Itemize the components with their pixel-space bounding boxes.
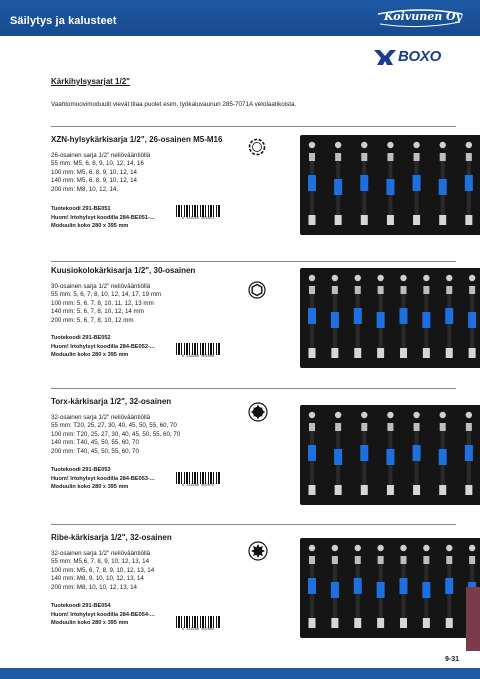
blue-insert (354, 578, 362, 594)
socket-bottom (335, 215, 342, 225)
socket-bottom (469, 348, 476, 358)
socket-top (332, 545, 338, 551)
socket-body (466, 153, 472, 161)
socket-bottom (331, 348, 338, 358)
blue-insert (360, 175, 368, 191)
torx-icon (248, 402, 268, 422)
socket-top (309, 275, 315, 281)
socket-body (335, 423, 341, 431)
product-block (51, 135, 456, 255)
product-block (51, 397, 456, 517)
description-line: 100 mm: 5, 6, 7, 8, 10, 11, 12, 13 mm (51, 299, 154, 307)
blue-insert (400, 308, 408, 324)
socket-body (387, 153, 393, 161)
page-footer-bar (0, 668, 480, 679)
description-line: 32-osainen sarja 1/2" neliövääntiöllä (51, 414, 151, 421)
socket-bottom (309, 348, 316, 358)
socket-bottom (387, 485, 394, 495)
socket-body (378, 286, 384, 294)
blue-insert (308, 175, 316, 191)
blue-insert (308, 578, 316, 594)
description-line: 140 mm: M8, 9, 10, 10, 12, 13, 14 (51, 575, 144, 583)
blue-insert (465, 175, 473, 191)
socket-tray-illustration (300, 538, 480, 638)
socket-top (355, 275, 361, 281)
product-code: Tuotekoodi 291-BE053 (51, 467, 111, 473)
socket-body (401, 286, 407, 294)
socket-tray-illustration (300, 405, 480, 505)
socket-body (355, 556, 361, 564)
description-line: 200 mm: M8, 10, 10, 12, 13, 14 (51, 583, 137, 591)
product-tray-image (300, 538, 480, 638)
blue-insert (413, 445, 421, 461)
product-block (51, 266, 456, 386)
product-block (51, 533, 456, 653)
blue-insert (334, 179, 342, 195)
socket-body (414, 153, 420, 161)
socket-bottom (354, 348, 361, 358)
socket-bottom (354, 618, 361, 628)
description-line: 100 mm: T20, 25, 27, 30, 40, 45, 50, 55, 60, 70 (51, 430, 181, 438)
socket-bottom (309, 485, 316, 495)
socket-body (440, 153, 446, 161)
socket-body (309, 153, 315, 161)
socket-top (440, 142, 446, 148)
socket-top (361, 412, 367, 418)
socket-body (423, 286, 429, 294)
description-line: 32-osainen sarja 1/2" neliövääntiöllä (51, 550, 151, 557)
socket-body (309, 286, 315, 294)
ribe-icon (248, 541, 268, 561)
description-line: 140 mm: T40, 45, 50, 55, 60, 70 (51, 439, 139, 447)
product-description (51, 283, 241, 325)
koivunen-logo-text: Koivunen Oy (383, 10, 462, 23)
socket-top (309, 412, 315, 418)
socket-top (469, 275, 475, 281)
socket-top (413, 412, 419, 418)
blue-insert (400, 578, 408, 594)
blue-insert (422, 312, 430, 328)
divider (51, 524, 456, 525)
description-line: 200 mm: T40, 45, 50, 55, 60, 70 (51, 447, 139, 455)
boxo-brand (372, 46, 456, 68)
socket-top (377, 545, 383, 551)
product-note: Huom! Irtohylsyt koodilla 284-BE051-... (51, 214, 155, 221)
product-description (51, 414, 241, 456)
socket-body (378, 556, 384, 564)
socket-body (355, 286, 361, 294)
blue-insert (413, 175, 421, 191)
product-tray-image (300, 135, 480, 235)
description-line: 55 mm: T20, 25, 27, 30, 40, 45, 50, 55, 60, 70 (51, 422, 177, 430)
socket-bottom (377, 618, 384, 628)
socket-top (469, 545, 475, 551)
socket-top (309, 545, 315, 551)
socket-bottom (361, 485, 368, 495)
socket-body (469, 556, 475, 564)
socket-body (446, 556, 452, 564)
product-note: Huom! Irtohylsyt koodilla 284-BE053-... (51, 475, 155, 482)
socket-tray-illustration (300, 268, 480, 368)
barcode: 6 418280 002082 (176, 616, 220, 633)
description-line: 55 mm: 5, 6, 7, 8, 10, 12, 14, 17, 19 mm (51, 291, 162, 299)
blue-insert (439, 179, 447, 195)
section-intro: Vaahtomuovimoduulit vievät tilaa puolet esim. työkaluvaunun 285-7071A vetolaatikoista. (51, 101, 297, 108)
product-code: Tuotekoodi 291-BE054 (51, 603, 111, 609)
product-description (51, 152, 241, 194)
blue-insert (439, 449, 447, 465)
blue-insert (331, 312, 339, 328)
socket-bottom (439, 485, 446, 495)
socket-body (440, 423, 446, 431)
blue-insert (308, 308, 316, 324)
socket-top (440, 412, 446, 418)
socket-bottom (387, 215, 394, 225)
socket-body (335, 153, 341, 161)
product-title: Ribe-kärkisarja 1/2", 32-osainen (51, 533, 172, 542)
barcode: 6 418280 002051 (176, 205, 220, 222)
socket-bottom (309, 215, 316, 225)
socket-body (446, 286, 452, 294)
socket-bottom (413, 215, 420, 225)
description-line: 26-osainen sarja 1/2" neliövääntiöllä (51, 152, 151, 159)
description-line: 55 mm: M5,6, 7, 8, 9, 10, 12, 13, 14 (51, 558, 150, 566)
blue-insert (445, 308, 453, 324)
product-size: Moduulin koko 280 x 395 mm (51, 620, 129, 627)
socket-body (401, 556, 407, 564)
description-line: 200 mm: M8, 10, 12, 14. (51, 185, 119, 193)
product-size: Moduulin koko 280 x 395 mm (51, 352, 129, 359)
socket-bottom (400, 618, 407, 628)
product-tray-image (300, 268, 480, 368)
blue-insert (422, 582, 430, 598)
socket-bottom (309, 618, 316, 628)
product-size: Moduulin koko 280 x 395 mm (51, 484, 129, 491)
chapter-tab (466, 587, 480, 651)
socket-bottom (465, 485, 472, 495)
socket-top (466, 412, 472, 418)
page-header (0, 0, 480, 36)
boxo-brand-text: BOXO (398, 48, 441, 65)
divider (51, 126, 456, 127)
blue-insert (377, 312, 385, 328)
socket-top (387, 142, 393, 148)
blue-insert (468, 312, 476, 328)
socket-top (423, 545, 429, 551)
blue-insert (354, 308, 362, 324)
socket-top (335, 412, 341, 418)
section-title: Säilytys ja kalusteet (10, 15, 117, 27)
blue-insert (360, 445, 368, 461)
product-note: Huom! Irtohylsyt koodilla 284-BE052-... (51, 343, 155, 350)
divider (51, 261, 456, 262)
socket-body (387, 423, 393, 431)
socket-body (361, 153, 367, 161)
socket-body (423, 556, 429, 564)
socket-top (413, 142, 419, 148)
socket-body (466, 423, 472, 431)
socket-body (361, 423, 367, 431)
socket-top (446, 275, 452, 281)
socket-bottom (446, 348, 453, 358)
boxo-logo-icon (372, 46, 398, 68)
socket-top (309, 142, 315, 148)
description-line: 140 mm: M5, 6, 8, 9, 10, 12, 14 (51, 177, 137, 185)
socket-bottom (439, 215, 446, 225)
socket-bottom (423, 618, 430, 628)
socket-top (400, 275, 406, 281)
barcode: 6 418280 002075 (176, 472, 220, 489)
socket-body (309, 556, 315, 564)
description-line: 140 mm: 5, 6, 7, 8, 10, 12, 14 mm (51, 308, 144, 316)
socket-body (309, 423, 315, 431)
product-tray-image (300, 405, 480, 505)
divider (51, 388, 456, 389)
blue-insert (386, 179, 394, 195)
blue-insert (386, 449, 394, 465)
product-code: Tuotekoodi 291-BE052 (51, 335, 111, 341)
page-number: 9-31 (445, 656, 460, 663)
blue-insert (334, 449, 342, 465)
product-title: Kuusiokolokärkisarja 1/2", 30-osainen (51, 266, 196, 275)
description-line: 55 mm: M5, 6, 8, 9, 10, 12, 14, 16 (51, 160, 144, 168)
socket-bottom (361, 215, 368, 225)
socket-bottom (423, 348, 430, 358)
product-description (51, 550, 241, 592)
socket-top (446, 545, 452, 551)
blue-insert (445, 578, 453, 594)
socket-top (335, 142, 341, 148)
socket-body (414, 423, 420, 431)
socket-bottom (446, 618, 453, 628)
socket-body (469, 286, 475, 294)
section-heading: Kärkihylsysarjat 1/2" (51, 77, 130, 86)
description-line: 30-osainen sarja 1/2" neliövääntiöllä (51, 283, 151, 290)
spline-icon (248, 138, 266, 156)
socket-tray-illustration (300, 135, 480, 235)
product-title: Torx-kärkisarja 1/2", 32-osainen (51, 397, 172, 406)
socket-top (355, 545, 361, 551)
blue-insert (465, 445, 473, 461)
description-line: 200 mm: 5, 6, 7, 8, 10, 12 mm (51, 316, 134, 324)
socket-top (387, 412, 393, 418)
blue-insert (377, 582, 385, 598)
socket-bottom (413, 485, 420, 495)
socket-bottom (400, 348, 407, 358)
socket-top (361, 142, 367, 148)
barcode: 6 418280 002068 (176, 343, 220, 360)
socket-body (332, 556, 338, 564)
socket-top (400, 545, 406, 551)
socket-bottom (465, 215, 472, 225)
socket-top (377, 275, 383, 281)
socket-top (332, 275, 338, 281)
product-note: Huom! Irtohylsyt koodilla 284-BE054-... (51, 611, 155, 618)
socket-bottom (331, 618, 338, 628)
blue-insert (331, 582, 339, 598)
product-size: Moduulin koko 280 x 395 mm (51, 223, 129, 230)
hex-icon (248, 281, 266, 299)
description-line: 100 mm: M5, 6, 8, 9, 10, 12, 14 (51, 168, 137, 176)
socket-bottom (377, 348, 384, 358)
socket-top (423, 275, 429, 281)
blue-insert (308, 445, 316, 461)
socket-body (332, 286, 338, 294)
product-title: XZN-hylsykärkisarja 1/2", 26-osainen M5-M16 (51, 135, 223, 144)
product-code: Tuotekoodi 291-BE051 (51, 206, 111, 212)
socket-bottom (335, 485, 342, 495)
description-line: 100 mm: M5, 6, 7, 8, 9, 10, 12, 13, 14 (51, 566, 155, 574)
socket-top (466, 142, 472, 148)
